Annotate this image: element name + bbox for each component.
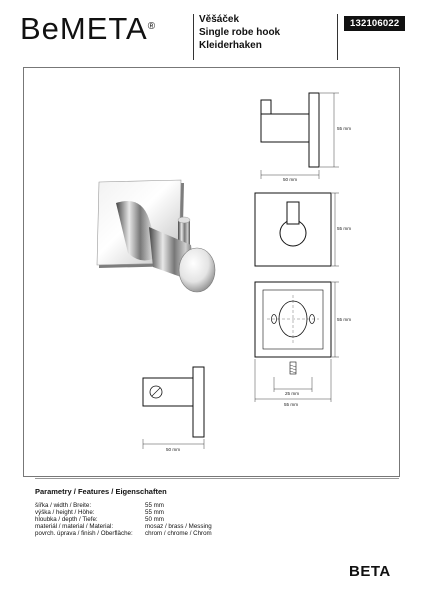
hook-cap [179,248,215,292]
technical-drawing [23,67,400,477]
spec-label: materiál / material / Material: [35,523,114,530]
series-name: BETA [349,563,391,580]
side-arm [261,114,309,142]
dim-back-width: 55 mm [284,402,299,407]
product-names [199,13,280,52]
spec-label: výška / height / Höhe: [35,509,95,516]
header-divider-right [337,14,338,60]
dim-bottom-width: 50 mm [166,447,181,452]
brand-logo [20,13,155,45]
header-divider-left [193,14,194,60]
dim-side-height: 55 mm [337,126,352,131]
bottom-arm [143,378,193,406]
bottom-plate [193,367,204,437]
back-plate [255,282,331,357]
side-pin [261,100,271,114]
bottom-view [143,367,204,449]
dim-front-height: 55 mm [337,226,352,231]
dim-side-width: 50 mm [283,177,298,182]
product-photo [97,180,215,292]
side-view [261,93,339,179]
spec-value: 55 mm [145,509,164,516]
spec-value: 50 mm [145,516,164,523]
spec-heading: Parametry / Features / Eigenschaften [35,487,167,496]
product-code-badge: 132106022 [344,16,405,31]
spec-value: 55 mm [145,502,164,509]
front-pin [287,202,299,224]
spec-label: šířka / width / Breite: [35,502,92,509]
dim-holes: 25 mm [285,391,300,396]
spec-value: chrom / chrome / Chrom [145,530,212,537]
back-view [255,282,339,402]
product-name-en: Single robe hook [199,27,281,38]
spec-label: povrch. úprava / finish / Oberfläche: [35,530,133,537]
brand-name: BeMETA [20,11,148,46]
product-name-de: Kleiderhaken [199,40,262,51]
dim-back-height: 55 mm [337,317,352,322]
side-plate [309,93,319,167]
spec-value: mosaz / brass / Messing [145,523,212,530]
spec-label: hloubka / depth / Tiefe: [35,516,98,523]
spec-separator [35,478,399,479]
front-view [255,193,339,266]
pin-top [178,217,190,223]
product-name-cz: Věšáček [199,14,240,25]
registered-mark: ® [147,21,156,32]
